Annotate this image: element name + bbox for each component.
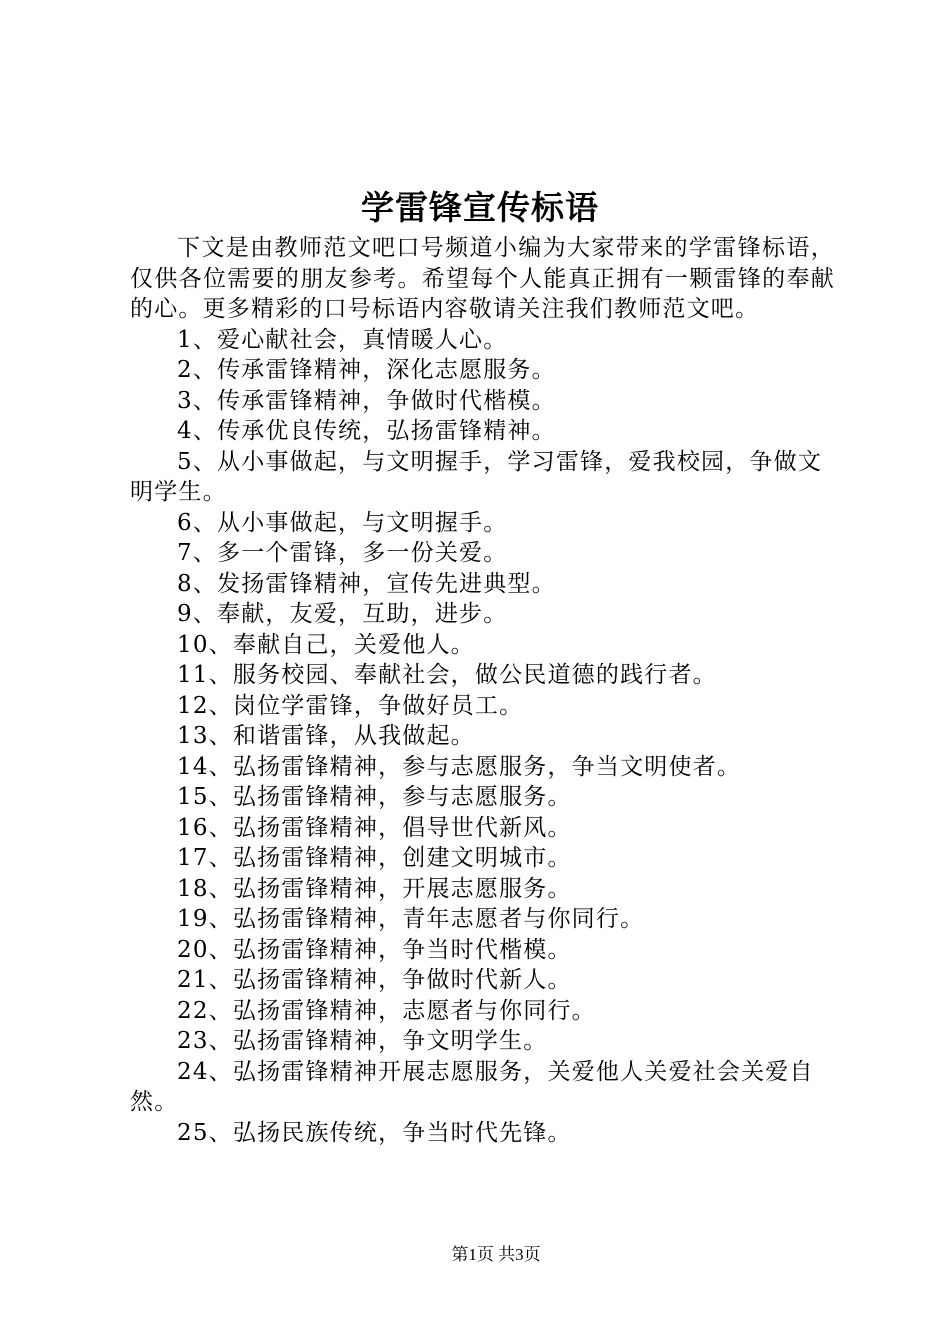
page-footer: 第1页 共3页 xyxy=(451,1245,541,1264)
slogan-item: 1、爱心献社会，真情暖人心。 xyxy=(177,326,508,353)
slogan-item: 13、和谐雷锋，从我做起。 xyxy=(177,723,475,749)
document-title: 学雷锋宣传标语 xyxy=(361,188,599,227)
slogan-item: 19、弘扬雷锋精神，青年志愿者与你同行。 xyxy=(177,906,645,932)
slogan-item: 10、奉献自己，关爱他人。 xyxy=(177,631,475,658)
slogan-item: 23、弘扬雷锋精神，争文明学生。 xyxy=(177,1028,548,1054)
intro-paragraph: 下文是由教师范文吧口号频道小编为大家带来的学雷锋标语，仅供各位需要的朋友参考。希望每个人能真正拥有一颗雷锋的奉献的心。更多精彩的口号标语内容敬请关注我们教师范文吧。 xyxy=(130,235,835,322)
slogan-item: 18、弘扬雷锋精神，开展志愿服务。 xyxy=(177,875,572,902)
slogan-item: 22、弘扬雷锋精神，志愿者与你同行。 xyxy=(177,997,596,1024)
slogan-item: 3、传承雷锋精神，争做时代楷模。 xyxy=(177,387,556,414)
slogan-item: 16、弘扬雷锋精神，倡导世代新风。 xyxy=(177,814,572,841)
slogan-item: 24、弘扬雷锋精神开展志愿服务，关爱他人关爱社会关爱自然。 xyxy=(130,1058,814,1115)
slogan-item: 8、发扬雷锋精神，宣传先进典型。 xyxy=(177,570,556,597)
slogan-list xyxy=(130,325,835,1149)
document-body xyxy=(130,233,835,1148)
slogan-item: 14、弘扬雷锋精神，参与志愿服务，争当文明使者。 xyxy=(177,753,742,780)
slogan-item: 17、弘扬雷锋精神，创建文明城市。 xyxy=(177,845,572,871)
slogan-item: 6、从小事做起，与文明握手。 xyxy=(177,509,508,536)
slogan-item: 4、传承优良传统，弘扬雷锋精神。 xyxy=(177,418,556,444)
slogan-item: 5、从小事做起，与文明握手，学习雷锋，爱我校园，争做文明学生。 xyxy=(130,448,823,505)
slogan-item: 9、奉献，友爱，互助，进步。 xyxy=(177,601,508,627)
slogan-item: 15、弘扬雷锋精神，参与志愿服务。 xyxy=(177,784,572,810)
slogan-item: 25、弘扬民族传统，争当时代先锋。 xyxy=(177,1119,572,1146)
slogan-item: 21、弘扬雷锋精神，争做时代新人。 xyxy=(177,967,572,993)
slogan-item: 12、岗位学雷锋，争做好员工。 xyxy=(177,692,524,719)
slogan-item: 11、服务校园、奉献社会，做公民道德的践行者。 xyxy=(177,662,717,688)
slogan-item: 20、弘扬雷锋精神，争当时代楷模。 xyxy=(177,936,572,963)
slogan-item: 7、多一个雷锋，多一份关爱。 xyxy=(177,540,508,566)
slogan-item: 2、传承雷锋精神，深化志愿服务。 xyxy=(177,357,556,383)
